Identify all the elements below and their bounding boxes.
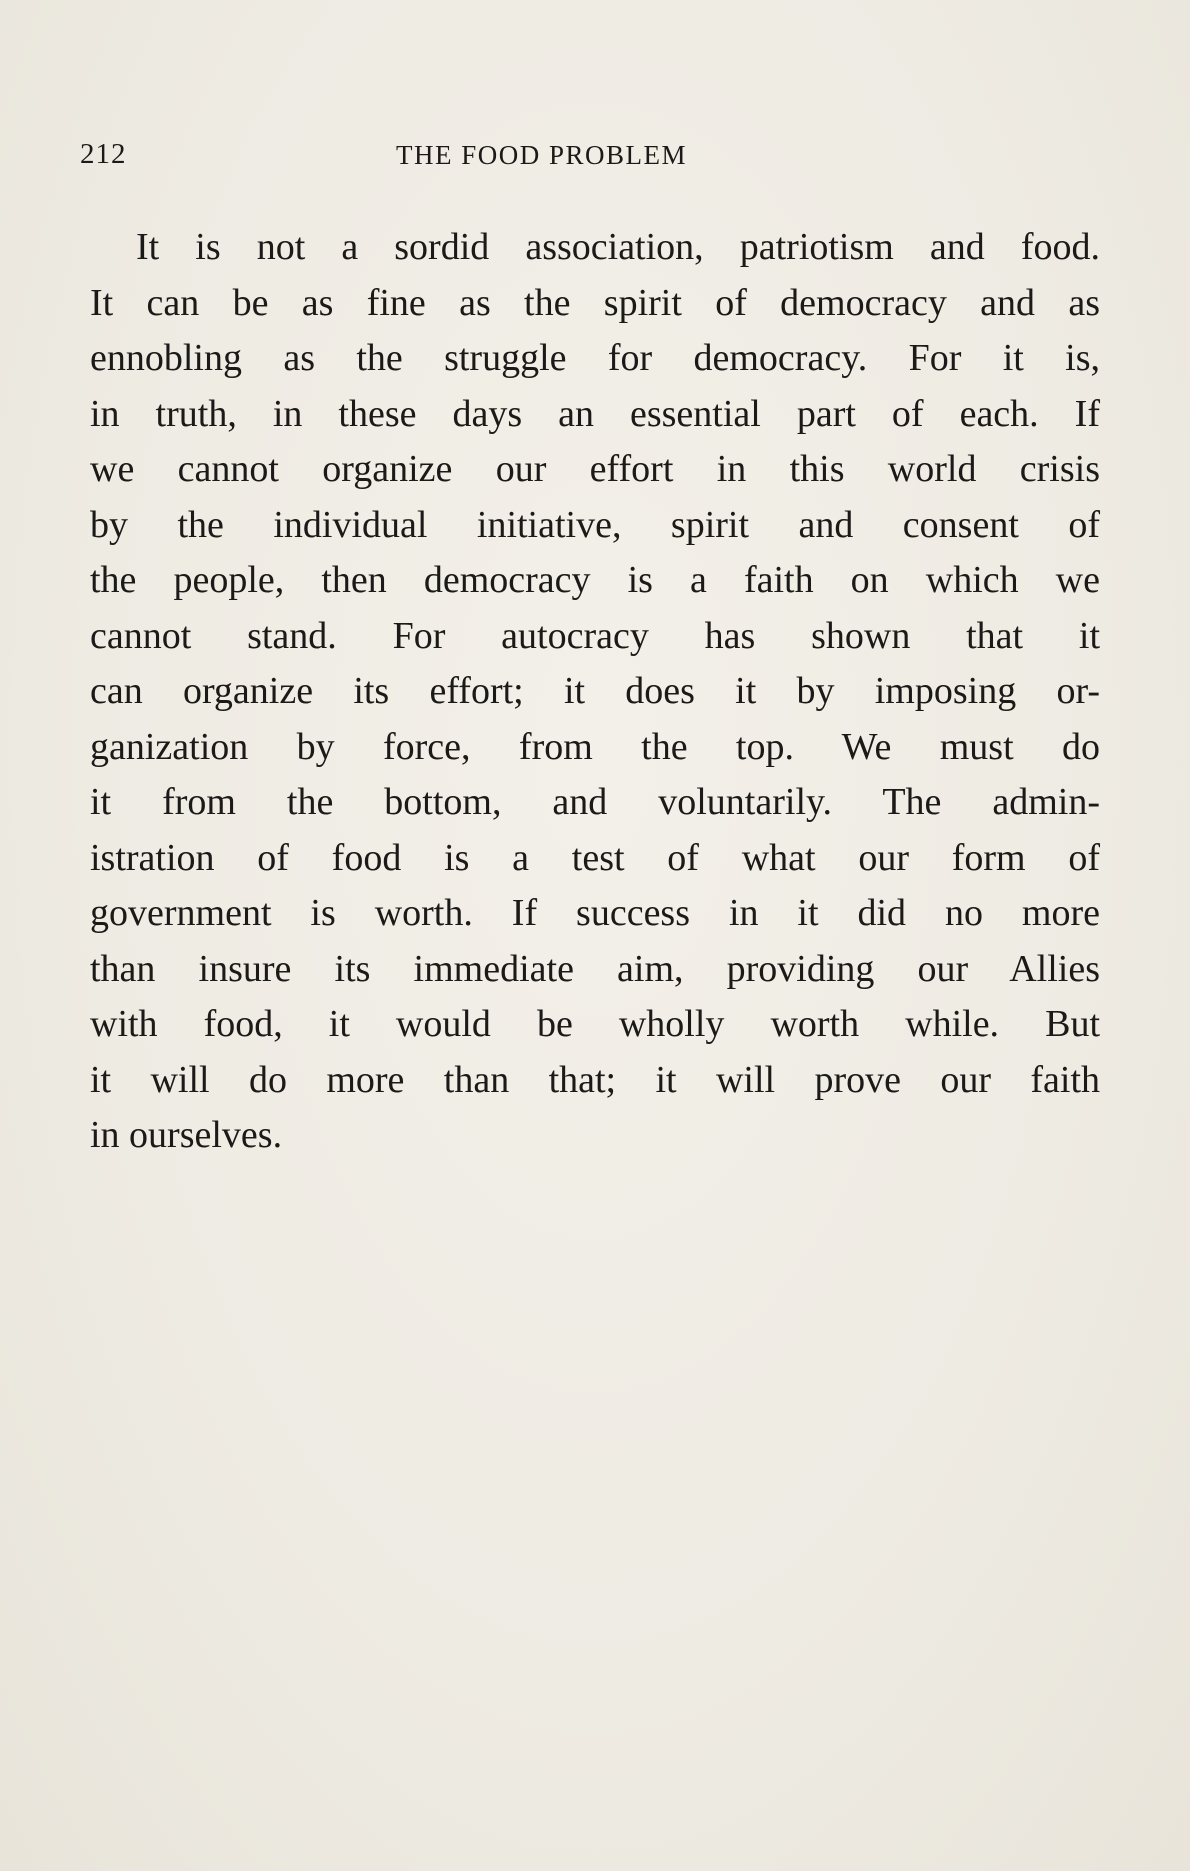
text-line: ganization by force, from the top. We must do xyxy=(90,725,1100,768)
text-line: it will do more than that; it will prove our faith xyxy=(90,1058,1100,1101)
text-line: cannot stand. For autocracy has shown that it xyxy=(90,614,1100,657)
text-line: with food, it would be wholly worth while. But xyxy=(90,1003,1100,1045)
text-line: than insure its immediate aim, providing our Allies xyxy=(90,947,1100,990)
text-line: government is worth. If success in it did no more xyxy=(90,892,1100,934)
text-line: It is not a sordid association, patriotism and food. xyxy=(136,226,1100,268)
text-line: istration of food is a test of what our form of xyxy=(90,836,1100,879)
text-line: in ourselves. xyxy=(90,1114,283,1156)
page-number: 212 xyxy=(80,138,127,170)
text-line: it from the bottom, and voluntarily. The admin- xyxy=(90,781,1100,823)
text-line: can organize its effort; it does it by imposing or- xyxy=(90,670,1100,712)
text-line: by the individual initiative, spirit and consent of xyxy=(90,503,1100,546)
text-line: in truth, in these days an essential part of each. If xyxy=(90,392,1100,435)
running-head xyxy=(80,138,1100,178)
text-line: ennobling as the struggle for democracy. For it is, xyxy=(90,337,1100,379)
text-line: the people, then democracy is a faith on which we xyxy=(90,559,1100,601)
text-line: we cannot organize our effort in this world crisis xyxy=(90,448,1100,490)
body-paragraph xyxy=(90,220,1100,1164)
text-line: It can be as fine as the spirit of democracy and as xyxy=(90,281,1100,324)
running-title: THE FOOD PROBLEM xyxy=(396,140,688,170)
